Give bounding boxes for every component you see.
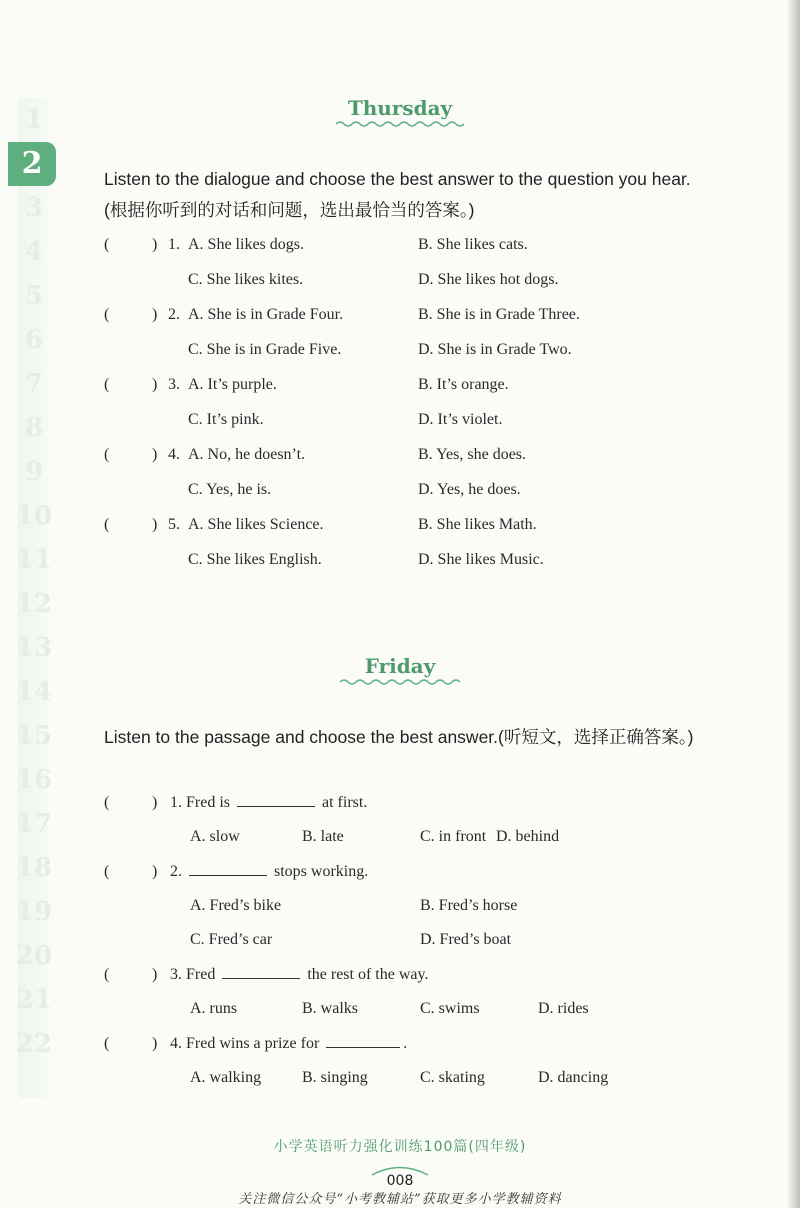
option-d: D. She likes Music. <box>418 551 544 568</box>
option-c: C. She is in Grade Five. <box>188 341 342 358</box>
friday-q1-options <box>104 822 724 852</box>
option-d: D. She is in Grade Two. <box>418 341 572 358</box>
option-b: B. She likes cats. <box>418 236 528 253</box>
option-b: B. Yes, she does. <box>418 446 527 463</box>
friday-q3: ( ) 3. Fred the rest of the way. <box>104 960 724 990</box>
q-stem-post: the rest of the way. <box>307 966 429 983</box>
option-b: B. It’s orange. <box>418 376 509 393</box>
thursday-q5-options-cd <box>104 545 724 575</box>
unit-tab-4[interactable]: 4 <box>24 237 44 267</box>
q-number: 4. <box>168 446 180 463</box>
unit-tab-10[interactable]: 10 <box>15 501 53 531</box>
unit-tab-14[interactable]: 14 <box>15 677 53 707</box>
option-c: C. Yes, he is. <box>188 481 272 498</box>
option-d: D. dancing <box>538 1069 609 1086</box>
option-c: C. She likes kites. <box>188 271 304 288</box>
friday-instruction: Listen to the passage and choose the best answer.(听短文，选择正确答案。) <box>104 727 694 747</box>
option-a: A. She likes Science. <box>188 516 324 533</box>
option-b: B. She likes Math. <box>418 516 537 533</box>
unit-tab-8[interactable]: 8 <box>24 413 44 443</box>
friday-q1: ( ) 1. Fred is at first. <box>104 788 724 818</box>
friday-q2: ( ) 2. stops working. <box>104 857 724 887</box>
option-b: B. walks <box>302 1000 358 1017</box>
unit-tab-13[interactable]: 13 <box>15 633 53 663</box>
option-c: C. She likes English. <box>188 551 322 568</box>
option-d: D. Yes, he does. <box>418 481 521 498</box>
promo-note: 关注微信公众号“小考教辅站”获取更多小学教辅资料 <box>238 1192 562 1207</box>
q-stem-post: . <box>403 1035 408 1052</box>
thursday-wave-underline <box>336 120 464 128</box>
option-a: A. walking <box>190 1069 262 1086</box>
option-b: B. She is in Grade Three. <box>418 306 580 323</box>
unit-tab-6[interactable]: 6 <box>24 325 44 355</box>
friday-q2-options-row1 <box>104 891 724 921</box>
option-c: C. Fred’s car <box>190 931 273 948</box>
q-number: 3. <box>170 966 182 983</box>
option-a: A. She likes dogs. <box>188 236 304 253</box>
unit-tab-16[interactable]: 16 <box>15 765 53 795</box>
thursday-q3: ( ) 3. A. It’s purple. B. It’s orange. <box>104 370 724 400</box>
thursday-q4-options-cd <box>104 475 724 505</box>
fill-blank <box>237 790 315 807</box>
option-d: D. Fred’s boat <box>420 931 512 948</box>
q-stem-pre: Fred <box>186 966 216 983</box>
friday-q4-options <box>104 1063 724 1093</box>
thursday-title: Thursday <box>347 96 453 120</box>
q-stem-post: at first. <box>322 794 368 811</box>
unit-tab-12[interactable]: 12 <box>15 589 53 619</box>
unit-tab-20[interactable]: 20 <box>15 941 53 971</box>
unit-tab-17[interactable]: 17 <box>15 809 53 839</box>
fill-blank <box>189 859 267 876</box>
thursday-q3-options-cd <box>104 405 724 435</box>
unit-tab-7[interactable]: 7 <box>24 369 44 399</box>
unit-tab-19[interactable]: 19 <box>15 897 53 927</box>
unit-tab-1[interactable]: 1 <box>24 105 44 135</box>
q-number: 4. <box>170 1035 182 1052</box>
option-b: B. late <box>302 828 344 845</box>
friday-title: Friday <box>364 654 436 678</box>
fill-blank <box>222 962 300 979</box>
q-number: 5. <box>168 516 180 533</box>
option-a: A. runs <box>190 1000 238 1017</box>
q-number: 1. <box>170 794 182 811</box>
q-stem-pre: Fred wins a prize for <box>186 1035 320 1052</box>
thursday-q1-options-cd <box>104 265 724 295</box>
q-number: 2. <box>170 863 182 880</box>
friday-q4: ( ) 4. Fred wins a prize for . <box>104 1029 724 1059</box>
thursday-q2-options-cd <box>104 335 724 365</box>
unit-tab-5[interactable]: 5 <box>24 281 44 311</box>
option-c: C. swims <box>420 1000 480 1017</box>
unit-tab-21[interactable]: 21 <box>15 985 53 1015</box>
q-stem-pre: Fred is <box>186 794 230 811</box>
unit-tab-22[interactable]: 22 <box>15 1029 53 1059</box>
unit-tab-strip <box>8 98 56 1098</box>
thursday-q2: ( ) 2. A. She is in Grade Four. B. She is in Grade Three. <box>104 300 724 330</box>
option-b: B. singing <box>302 1069 368 1086</box>
option-d: D. It’s violet. <box>418 411 503 428</box>
option-a: A. Fred’s bike <box>190 897 282 914</box>
page-edge-shadow <box>786 0 800 1208</box>
book-title-footer: 小学英语听力强化训练100篇(四年级) <box>273 1139 527 1155</box>
thursday-instruction: Listen to the dialogue and choose the best answer to the question you hear. (根据你听到的对话和问题，选出最恰当的答案。) <box>104 169 691 220</box>
unit-tab-15[interactable]: 15 <box>15 721 53 751</box>
unit-tab-18[interactable]: 18 <box>15 853 53 883</box>
friday-q2-options-row2 <box>104 925 724 955</box>
unit-tab-3[interactable]: 3 <box>24 193 44 223</box>
option-c: C. skating <box>420 1069 485 1086</box>
unit-tab-2[interactable]: 2 <box>8 142 56 186</box>
q-number: 3. <box>168 376 180 393</box>
option-a: A. slow <box>190 828 240 845</box>
option-c: C. It’s pink. <box>188 411 264 428</box>
friday-wave-underline <box>340 678 460 686</box>
option-b: B. Fred’s horse <box>420 897 518 914</box>
option-d: D. She likes hot dogs. <box>418 271 559 288</box>
q-number: 1. <box>168 236 180 253</box>
unit-tab-9[interactable]: 9 <box>24 457 44 487</box>
option-c: C. in front <box>420 828 487 845</box>
q-stem-post: stops working. <box>274 863 369 880</box>
option-a: A. It’s purple. <box>188 376 277 393</box>
option-a: A. No, he doesn’t. <box>188 446 306 463</box>
thursday-q5: ( ) 5. A. She likes Science. B. She likes Math. <box>104 510 724 540</box>
thursday-q4: ( ) 4. A. No, he doesn’t. B. Yes, she does. <box>104 440 724 470</box>
fill-blank <box>326 1031 400 1048</box>
option-a: A. She is in Grade Four. <box>188 306 344 323</box>
option-d: D. rides <box>538 1000 589 1017</box>
option-d: D. behind <box>496 828 560 845</box>
friday-q3-options <box>104 994 724 1024</box>
unit-tab-11[interactable]: 11 <box>15 545 53 575</box>
q-number: 2. <box>168 306 180 323</box>
thursday-q1: ( ) 1. A. She likes dogs. B. She likes cats. <box>104 230 724 260</box>
page-number: 008 <box>386 1173 414 1189</box>
